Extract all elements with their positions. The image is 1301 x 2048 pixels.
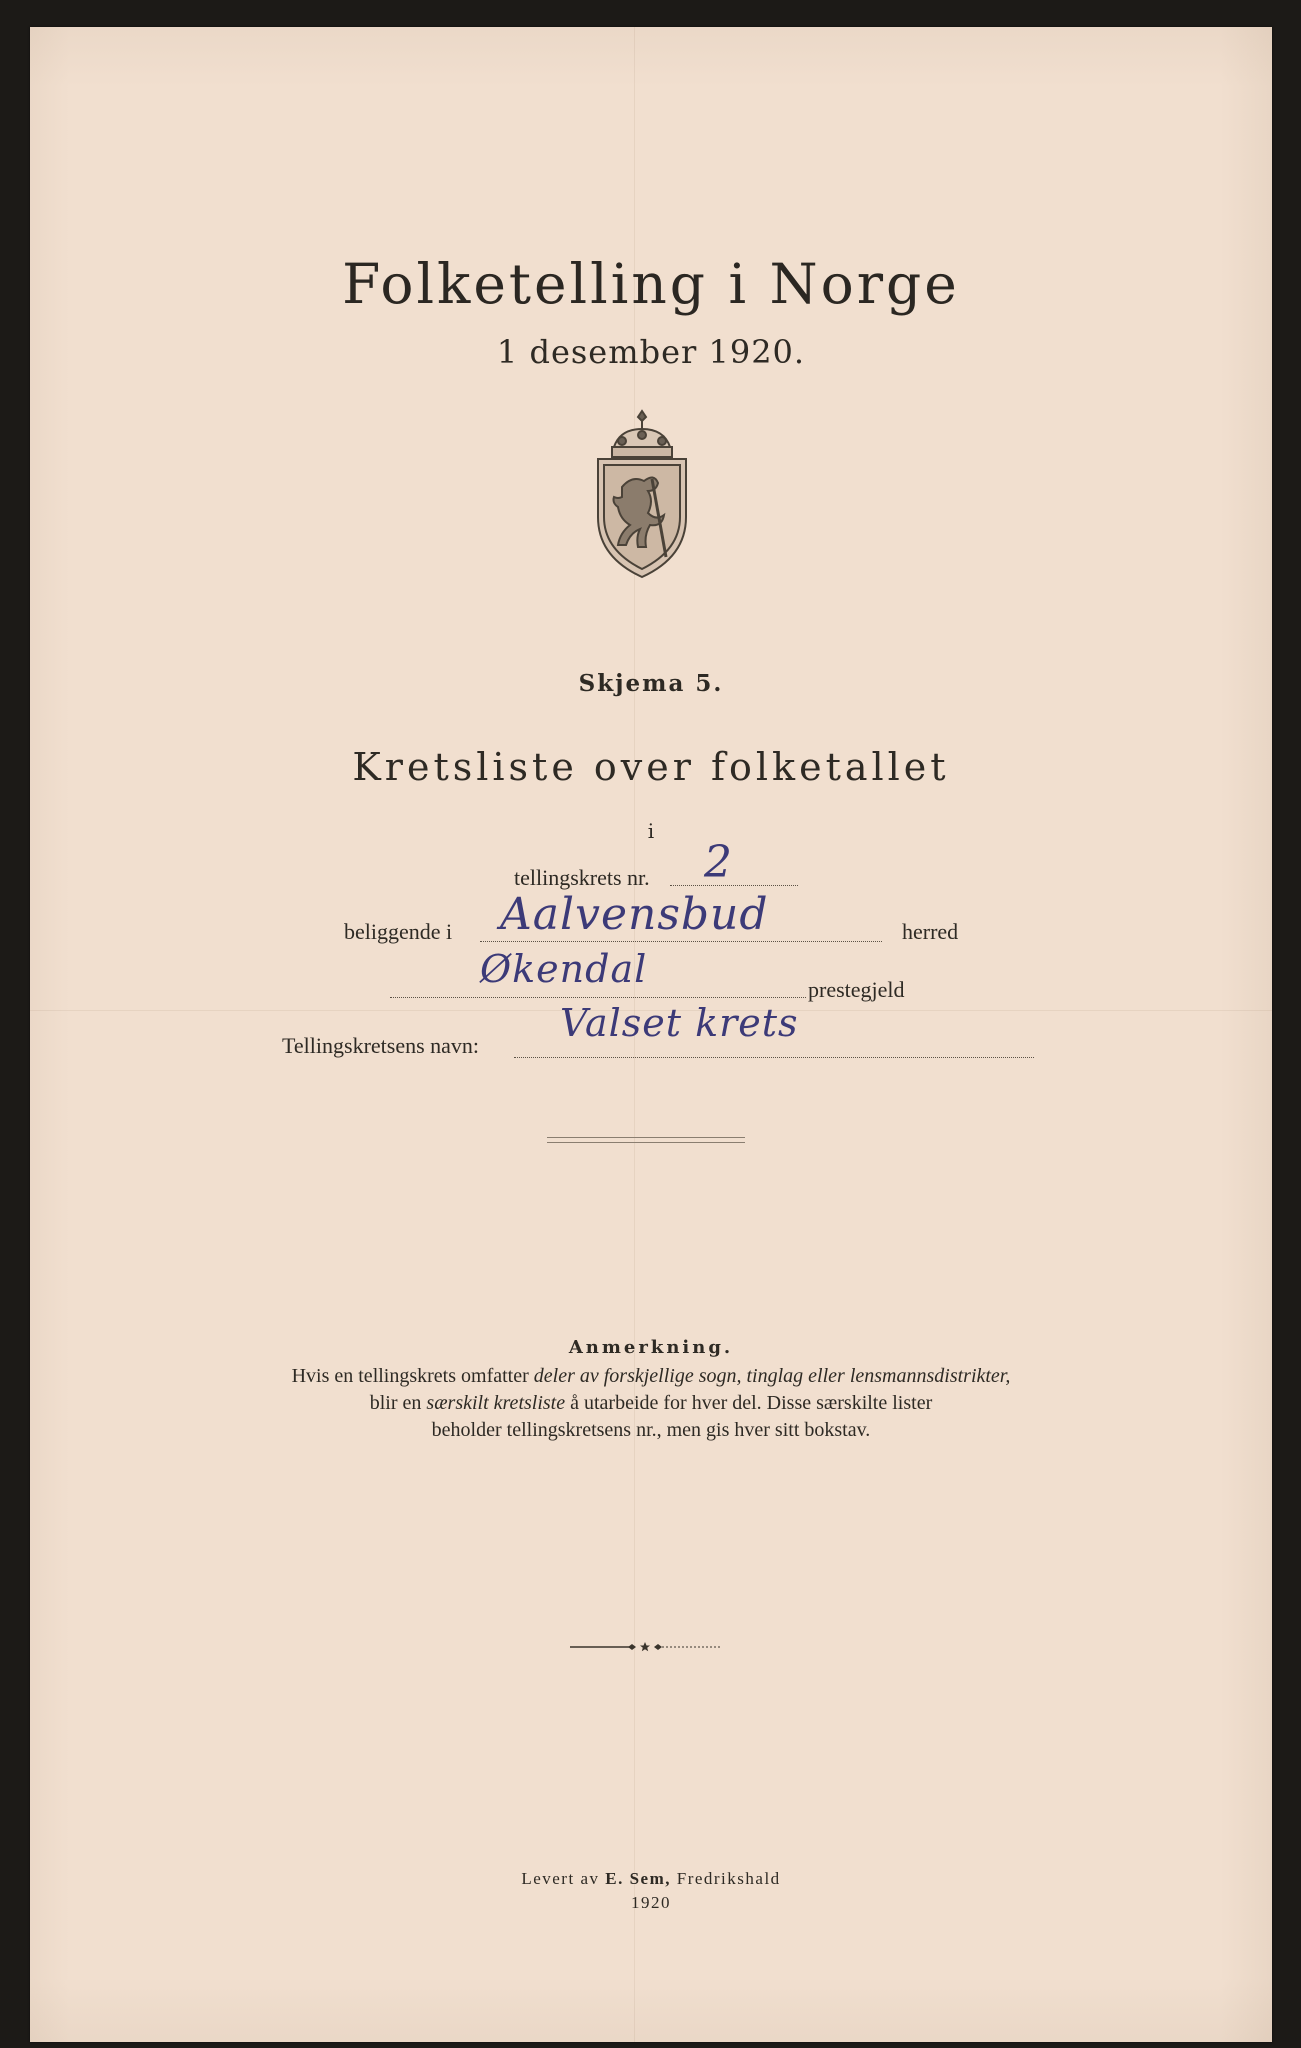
note-line-1 xyxy=(30,1363,1272,1390)
note-text: blir en xyxy=(369,1392,427,1414)
kretsnavn-handwritten: Valset krets xyxy=(560,1001,799,1045)
page-title: Folketelling i Norge xyxy=(342,252,960,316)
kretsnavn-label: Tellingskretsens navn: xyxy=(282,1033,480,1058)
form-heading: Kretsliste over folketallet xyxy=(352,745,950,789)
printer-place: Fredrikshald xyxy=(670,1869,781,1888)
census-date: 1 desember 1920. xyxy=(496,333,806,371)
prestegjeld-label: prestegjeld xyxy=(808,977,905,1002)
herred-name-handwritten: Aalvensbud xyxy=(500,889,769,940)
note-text: å utarbeide for hver del. Disse særskilte lister xyxy=(565,1392,933,1414)
tellingskrets-label: tellingskrets nr. xyxy=(514,865,650,890)
note-heading: Anmerkning. xyxy=(568,1337,734,1358)
note-text: Hvis en tellingskrets omfatter xyxy=(291,1365,534,1387)
imprint-year: 1920 xyxy=(631,1893,671,1912)
coat-of-arms-icon xyxy=(592,407,692,582)
connector-word: i xyxy=(647,819,655,843)
printer-imprint xyxy=(30,1869,1272,1889)
note-emphasis: deler av forskjellige sogn, tinglag eller lensmannsdistrikter, xyxy=(533,1365,1011,1387)
note-line-2 xyxy=(30,1390,1272,1417)
schema-number: Skjema 5. xyxy=(578,670,724,697)
imprint-prefix: Levert av xyxy=(521,1869,606,1888)
census-form-page xyxy=(30,27,1272,2042)
divider-rule xyxy=(547,1137,745,1143)
prestegjeld-name-handwritten: Økendal xyxy=(480,947,648,991)
note-emphasis: særskilt kretsliste xyxy=(426,1392,566,1414)
tellingskrets-number: 2 xyxy=(704,837,733,888)
herred-label: herred xyxy=(902,919,959,944)
tellingskrets-field xyxy=(670,859,798,886)
note-line-3: beholder tellingskretsens nr., men gis hver sitt bokstav. xyxy=(431,1419,871,1441)
printer-name: E. Sem, xyxy=(605,1869,671,1888)
ornament-divider-icon xyxy=(570,1641,720,1653)
beliggende-label: beliggende i xyxy=(344,919,453,944)
